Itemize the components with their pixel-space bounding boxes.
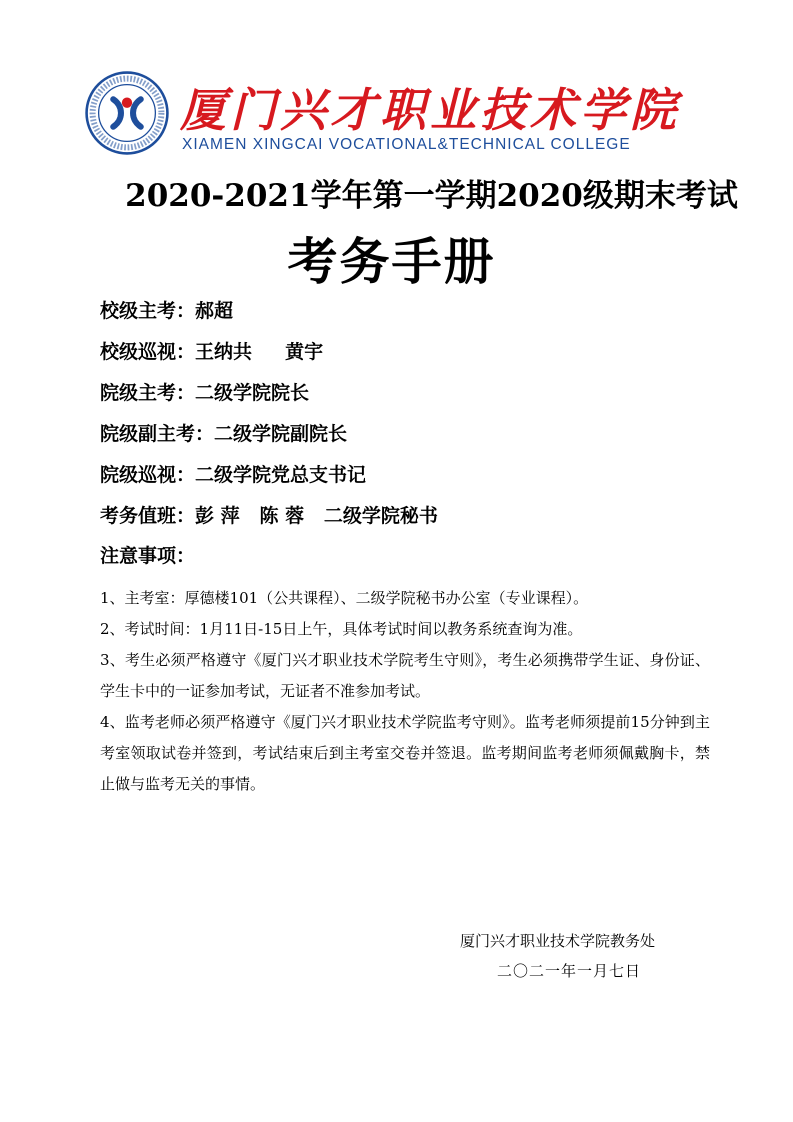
staff-label: 校级巡视： xyxy=(100,341,196,363)
staff-value: 二级学院党总支书记 xyxy=(195,464,367,486)
staff-list xyxy=(100,297,438,543)
note-item: 4、监考老师必须严格遵守《厦门兴才职业技术学院监考守则》。监考老师须提前15分钟到主考室领取试卷并签到，考试结束后到主考室交卷并签退。监考期间监考老师须佩戴胸卡，禁止做与监考无关的事情。 xyxy=(100,713,710,793)
issue-date: 二〇二一年一月七日 xyxy=(497,962,642,980)
notes-list xyxy=(100,583,710,800)
staff-row xyxy=(100,502,438,543)
staff-label: 院级副主考： xyxy=(100,423,215,445)
college-name-en: XIAMEN XINGCAI VOCATIONAL&TECHNICAL COLLEGE xyxy=(182,136,631,153)
issuing-office: 厦门兴才职业技术学院教务处 xyxy=(460,932,656,950)
staff-row xyxy=(100,297,438,338)
staff-label: 院级巡视： xyxy=(100,464,196,486)
staff-value: 二级学院副院长 xyxy=(214,423,348,445)
staff-label: 校级主考： xyxy=(100,300,196,322)
exam-title: 2020-2021学年第一学期2020级期末考试 xyxy=(125,178,738,214)
staff-row xyxy=(100,338,438,379)
note-item: 1、主考室：厚德楼101（公共课程）、二级学院秘书办公室（专业课程）。 xyxy=(100,589,589,607)
notes-heading: 注意事项： xyxy=(100,545,196,567)
staff-value: 二级学院院长 xyxy=(195,382,310,404)
staff-value: 王纳共 黄宇 xyxy=(195,341,324,363)
college-name-cn: 厦门兴才职业技术学院 xyxy=(180,83,680,137)
note-item: 2、考试时间：1月11日-15日上午，具体考试时间以教务系统查询为准。 xyxy=(100,620,583,638)
staff-row xyxy=(100,379,438,420)
note-item: 3、考生必须严格遵守《厦门兴才职业技术学院考生守则》，考生必须携带学生证、身份证、学生卡中的一证参加考试，无证者不准参加考试。 xyxy=(100,651,710,700)
college-seal-logo xyxy=(84,70,170,156)
manual-title: 考务手册 xyxy=(287,232,496,291)
staff-row xyxy=(100,420,438,461)
staff-value: 彭 萍 陈 蓉 二级学院秘书 xyxy=(195,505,438,527)
staff-label: 院级主考： xyxy=(100,382,196,404)
staff-label: 考务值班： xyxy=(100,505,196,527)
staff-row xyxy=(100,461,438,502)
staff-value: 郝超 xyxy=(195,300,234,322)
